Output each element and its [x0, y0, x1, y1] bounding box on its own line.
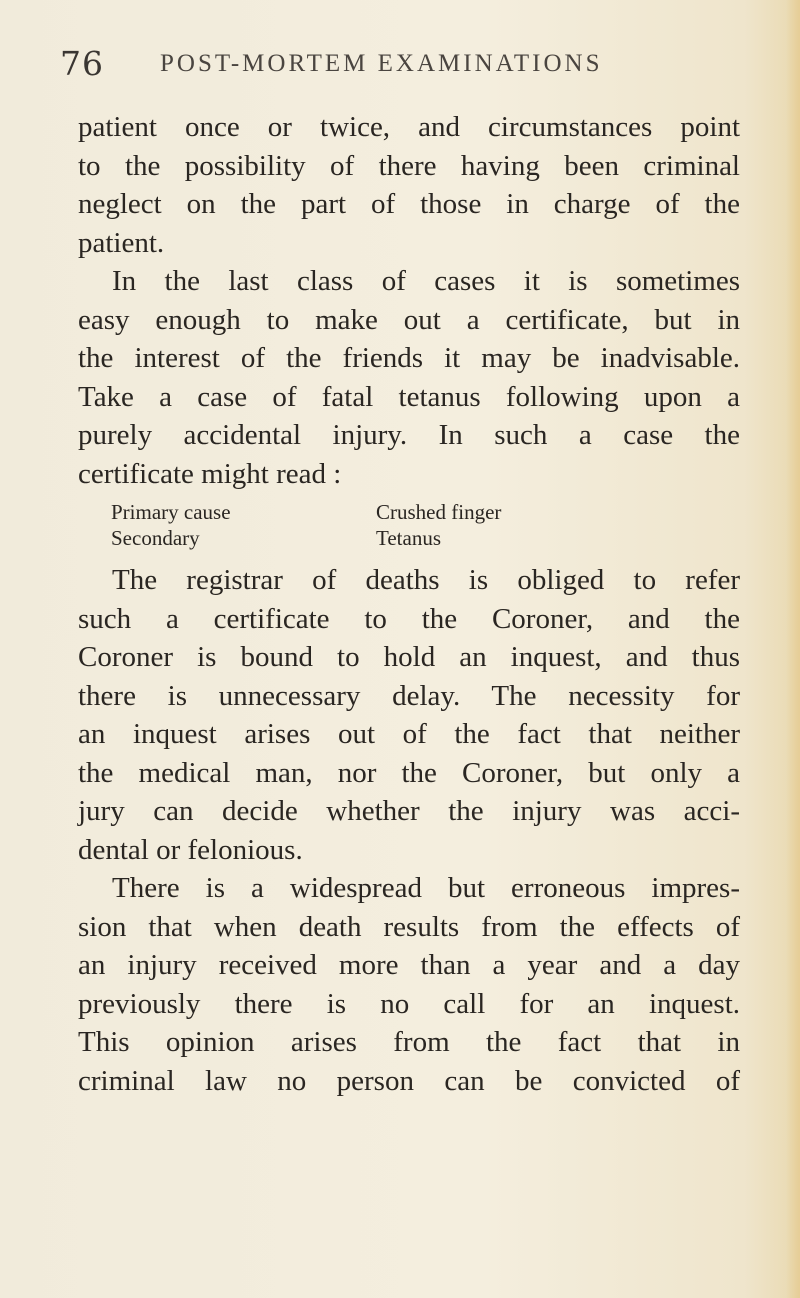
text-line: There is a widespread but erroneous impres-	[112, 872, 740, 904]
text-line: patient.	[78, 226, 165, 259]
text-line: an inquest arises out of the fact that neither	[78, 718, 740, 750]
text-line: there is unnecessary delay. The necessity for	[78, 679, 740, 712]
text-line: Coroner is bound to hold an inquest, and thus	[78, 641, 740, 673]
text-line: sion that when death results from the effects of	[78, 910, 740, 943]
certificate-example	[78, 499, 740, 551]
running-head-title: POST-MORTEM EXAMINATIONS	[160, 50, 603, 77]
certificate-row	[78, 499, 740, 525]
certificate-label: Secondary	[111, 526, 200, 550]
paragraph-1	[78, 108, 740, 262]
text-line: the interest of the friends it may be inadvisable.	[78, 342, 740, 374]
text-line: The registrar of deaths is obliged to refer	[112, 564, 740, 596]
text-line: patient once or twice, and circumstances point	[78, 111, 740, 143]
certificate-value: Crushed finger	[376, 500, 502, 524]
page-edge-shading	[786, 0, 800, 1298]
text-line: This opinion arises from the fact that in	[78, 1026, 740, 1058]
text-line: Take a case of fatal tetanus following upon a	[78, 380, 740, 413]
text-line: previously there is no call for an inquest.	[78, 987, 740, 1020]
text-line: In the last class of cases it is sometimes	[112, 265, 740, 297]
text-line: purely accidental injury. In such a case the	[78, 419, 740, 451]
body-text	[78, 108, 740, 1100]
text-line: such a certificate to the Coroner, and the	[78, 602, 740, 635]
paragraph-3	[78, 561, 740, 869]
paragraph-4	[78, 869, 740, 1100]
text-line: easy enough to make out a certificate, but in	[78, 303, 740, 336]
text-line: certificate might read :	[78, 457, 342, 490]
text-line: the medical man, nor the Coroner, but only a	[78, 756, 740, 789]
text-line: to the possibility of there having been criminal	[78, 149, 740, 182]
paragraph-2	[78, 262, 740, 493]
text-line: an injury received more than a year and a day	[78, 949, 740, 981]
certificate-label: Primary cause	[111, 500, 231, 524]
certificate-row	[78, 525, 740, 551]
text-line: neglect on the part of those in charge of the	[78, 188, 740, 220]
page-number: 76	[60, 44, 104, 83]
text-line: dental or felonious.	[78, 833, 303, 866]
running-head	[60, 44, 760, 84]
text-line: criminal law no person can be convicted of	[78, 1064, 740, 1097]
text-line: jury can decide whether the injury was acci-	[78, 795, 740, 827]
certificate-value: Tetanus	[376, 526, 442, 550]
